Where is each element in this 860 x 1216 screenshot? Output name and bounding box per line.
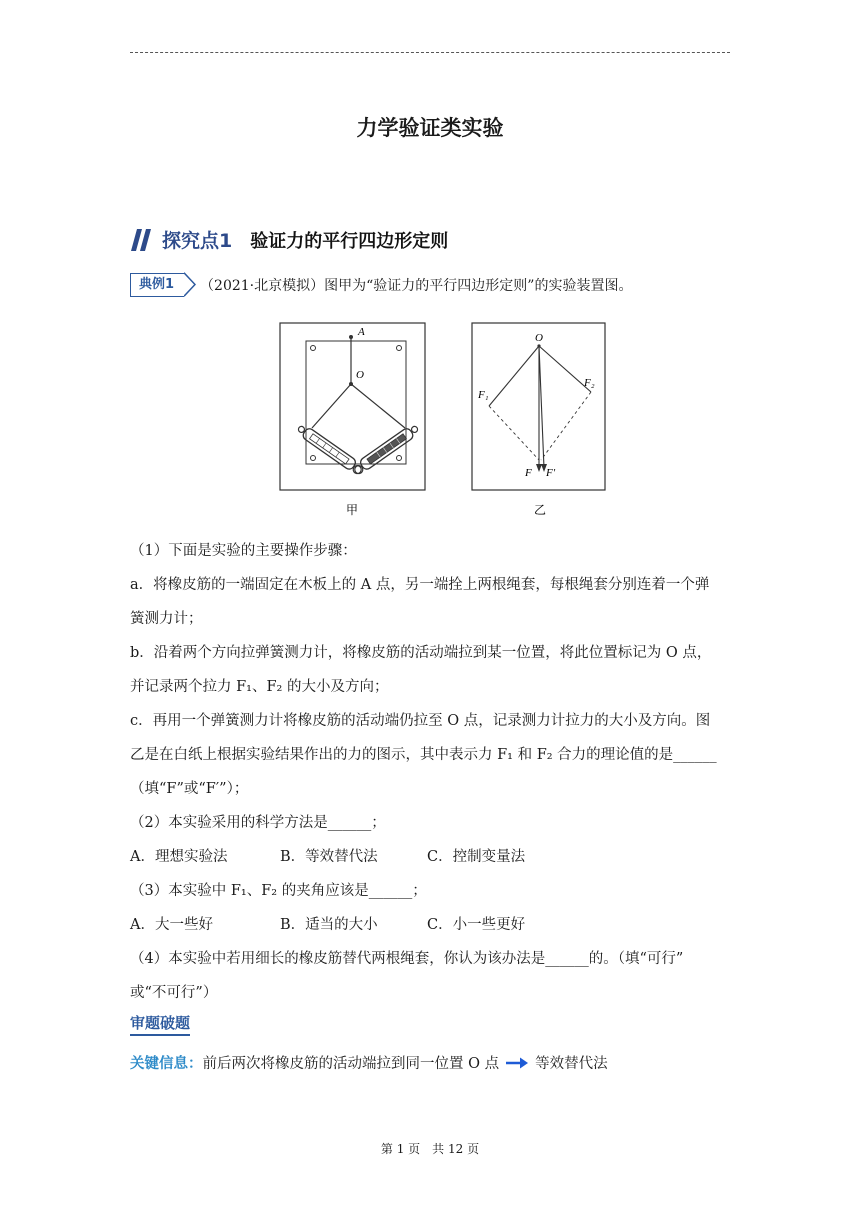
point-o-label-left: O bbox=[356, 369, 364, 381]
page-footer: 第 1 页 共 12 页 bbox=[380, 1142, 480, 1156]
page-title: 力学验证类实验 bbox=[356, 116, 504, 140]
q1-step-b-line2: 并记录两个拉力 F₁、F₂ 的大小及方向； bbox=[130, 679, 389, 695]
q1-step-a-line2: 簧测力计； bbox=[130, 611, 203, 627]
key-info-label: 关键信息： bbox=[130, 1056, 203, 1072]
key-info-row bbox=[130, 1052, 608, 1073]
tag-chevron-icon bbox=[184, 272, 196, 297]
point-o-label-right: O bbox=[535, 332, 543, 344]
key-info-text: 前后两次将橡皮筋的活动端拉到同一位置 O 点 bbox=[202, 1056, 500, 1072]
example-tag: 典例1 bbox=[130, 273, 184, 297]
q2-options bbox=[130, 845, 525, 866]
f1-label: F₁ bbox=[478, 389, 489, 401]
double-slash-icon bbox=[130, 227, 156, 253]
analysis-heading: 审题破题 bbox=[130, 1012, 190, 1036]
q3-text: （3）本实验中 F₁、F₂ 的夹角应该是______； bbox=[130, 883, 427, 899]
q2-option-b: B．等效替代法 bbox=[280, 849, 378, 865]
q1-step-a-line1: a．将橡皮筋的一端固定在木板上的 A 点，另一端拴上两根绳套，每根绳套分别连着一个弹 bbox=[130, 577, 710, 593]
q1-step-c-line1: c．再用一个弹簧测力计将橡皮筋的活动端仍拉至 O 点，记录测力计拉力的大小及方向。图 bbox=[130, 713, 711, 729]
example-intro bbox=[130, 272, 632, 297]
f2-label: F₂ bbox=[584, 377, 595, 389]
point-a-label: A bbox=[358, 326, 365, 338]
f-label: F bbox=[525, 467, 532, 479]
q4-line2: 或“不可行”） bbox=[130, 985, 218, 1001]
q3-option-a: A．大一些好 bbox=[130, 917, 213, 933]
q1-heading: （1）下面是实验的主要操作步骤： bbox=[130, 543, 357, 559]
key-info-result: 等效替代法 bbox=[535, 1056, 608, 1072]
section-label: 探究点1 bbox=[162, 230, 233, 252]
right-arrow-icon bbox=[505, 1056, 529, 1070]
q1-step-c-line2: 乙是在白纸上根据实验结果作出的力的图示，其中表示力 F₁ 和 F₂ 合力的理论值的是______ bbox=[130, 747, 717, 763]
q1-step-c-line3: （填“F”或“F′”）； bbox=[130, 781, 249, 797]
header-divider bbox=[130, 52, 730, 53]
q2-text: （2）本实验采用的科学方法是______； bbox=[130, 815, 386, 831]
q3-option-c: C．小一些更好 bbox=[427, 917, 526, 933]
figure-caption-left: 甲 bbox=[346, 503, 359, 517]
q2-option-a: A．理想实验法 bbox=[130, 849, 228, 865]
fprime-label: F′ bbox=[546, 467, 556, 479]
q3-options bbox=[130, 913, 525, 934]
q4-line1: （4）本实验中若用细长的橡皮筋替代两根绳套，你认为该办法是______的。（填“可行” bbox=[130, 951, 684, 967]
q3-option-b: B．适当的大小 bbox=[280, 917, 378, 933]
figure-right-diagram bbox=[472, 323, 605, 517]
figure-caption-right: 乙 bbox=[534, 503, 547, 517]
section-header bbox=[130, 226, 448, 253]
experiment-figure bbox=[250, 318, 610, 523]
figure-left-apparatus bbox=[280, 323, 425, 517]
section-title: 验证力的平行四边形定则 bbox=[250, 230, 449, 252]
q1-step-b-line1: b．沿着两个方向拉弹簧测力计，将橡皮筋的活动端拉到某一位置，将此位置标记为 O 点， bbox=[130, 645, 712, 661]
example-intro-text: （2021·北京模拟）图甲为“验证力的平行四边形定则”的实验装置图。 bbox=[200, 277, 633, 294]
q2-option-c: C．控制变量法 bbox=[427, 849, 526, 865]
